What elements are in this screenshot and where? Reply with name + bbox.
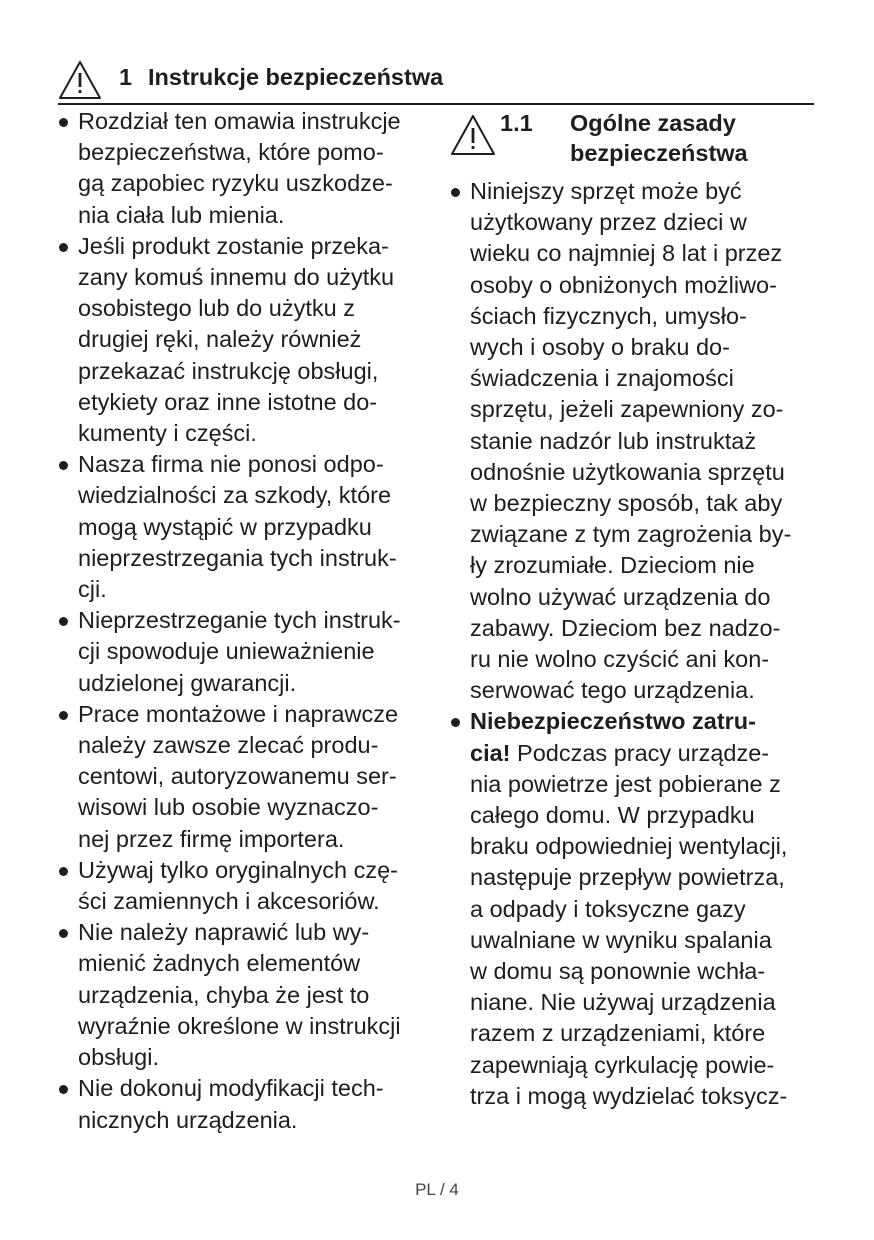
list-item [58,699,426,855]
chapter-number: 1 [119,64,133,90]
list-item-line: w bezpieczny sposób, tak aby [470,490,783,517]
list-item-line: niane. Nie używaj urządzenia [470,989,776,1016]
list-item-line: Nasza firma nie ponosi odpo- [78,451,384,478]
list-item-line: nicznych urządzenia. [78,1106,298,1133]
chapter-title: Instrukcje bezpieczeństwa [148,64,444,90]
bullet-dot [59,118,68,127]
right-bullet-list [450,176,814,1112]
list-item-line: Nieprzestrzeganie tych instruk- [78,607,401,634]
warning-triangle-icon [450,114,496,156]
list-item-line: ły zrozumiałe. Dzieciom nie [470,552,755,579]
list-item-line: Prace montażowe i naprawcze [78,700,399,727]
list-item-line: Używaj tylko oryginalnych czę- [78,856,398,883]
list-item-line: a odpady i toksyczne gazy [470,895,746,922]
list-item-line: następuje przepływ powietrza, [470,864,785,891]
page-number: PL / 4 [415,1180,459,1199]
list-item [450,176,814,706]
list-item-line: kumenty i części. [78,420,257,447]
list-item-line: centowi, autoryzowanemu ser- [78,763,397,790]
list-item-line [470,738,814,769]
list-item-line: etykiety oraz inne istotne do- [78,388,378,415]
left-bullet-list [58,106,426,1136]
list-item-line: nieprzestrzegania tych instruk- [78,544,397,571]
list-item-line: serwować tego urządzenia. [470,677,755,704]
list-item-line: razem z urządzeniami, które [470,1020,766,1047]
bullet-dot [59,461,68,470]
list-item-line: Nie dokonuj modyfikacji tech- [78,1075,384,1102]
section-header [450,106,814,176]
bullet-dot [451,188,460,197]
list-item-line: ru nie wolno czyścić ani kon- [470,646,770,673]
list-item [58,449,426,605]
list-item [58,605,426,699]
list-item-line: wyraźnie określone w instrukcji [78,1012,401,1039]
list-item-line: sprzętu, jeżeli zapewniony zo- [470,396,784,423]
list-item [58,917,426,1073]
list-item-line: mogą wystąpić w przypadku [78,513,372,540]
list-item-line: osoby o obniżonych możliwo- [470,271,777,298]
list-item-line [470,706,814,737]
list-item-line: trza i mogą wydzielać toksycz- [470,1082,788,1109]
list-item [58,855,426,917]
list-item-line: udzielonej gwarancji. [78,669,297,696]
list-item-line: osobistego lub do użytku z [78,295,355,322]
bullet-dot [59,867,68,876]
section-number: 1.1 [500,110,533,136]
list-item-line: Jeśli produkt zostanie przeka- [78,232,389,259]
right-column [450,106,814,1112]
list-item-line: ści zamiennych i akcesoriów. [78,888,380,915]
bullet-dot [59,1085,68,1094]
bullet-dot [59,617,68,626]
bullet-dot [59,711,68,720]
list-item-line: cji spowoduje unieważnienie [78,638,375,665]
section-title-line: bezpieczeństwa [570,140,748,166]
list-item-line: zany komuś innemu do użytku [78,264,395,291]
bullet-dot [59,929,68,938]
list-item-line: wolno używać urządzenia do [470,583,771,610]
header-divider [58,103,814,105]
list-item-line: Nie należy naprawić lub wy- [78,919,370,946]
list-item-line: zabawy. Dzieciom bez nadzo- [470,614,781,641]
list-item-line: nia powietrze jest pobierane z [470,770,781,797]
list-item-line: zapewniają cyrkulację powie- [470,1051,775,1078]
list-item-line: należy zawsze zlecać produ- [78,732,379,759]
list-item-line: Niniejszy sprzęt może być [470,178,742,204]
list-item-line: uwalniane w wyniku spalania [470,926,772,953]
list-item-line: użytkowany przez dzieci w [470,209,747,236]
list-item-line: urządzenia, chyba że jest to [78,981,370,1008]
section-title-line: Ogólne zasady [570,110,736,136]
list-item-line: w domu są ponownie wchła- [470,958,766,985]
list-item [58,231,426,449]
list-item-line: wych i osoby o braku do- [470,334,730,361]
warning-lead: Niebezpieczeństwo zatru- [470,708,756,735]
list-item [450,706,814,1112]
left-column [58,106,426,1136]
list-item-line: Rozdział ten omawia instrukcje [78,108,401,134]
list-item-line: mienić żadnych elementów [78,950,361,977]
list-item-line: nej przez firmę importera. [78,825,345,852]
list-item-text: Podczas pracy urządze- [510,739,770,766]
list-item-line: stanie nadzór lub instruktaż [470,427,757,454]
list-item [58,1073,426,1135]
chapter-header [58,60,814,102]
section-title [570,108,748,168]
list-item-line: drugiej ręki, należy również [78,326,362,353]
list-item-line: wisowi lub osobie wyznaczo- [78,794,379,821]
list-item-line: braku odpowiedniej wentylacji, [470,833,788,860]
list-item-line: świadczenia i znajomości [470,365,734,392]
list-item [58,106,426,231]
bullet-dot [59,243,68,252]
list-item-line: wieku co najmniej 8 lat i przez [470,240,783,267]
warning-lead: cia! [470,739,511,766]
list-item-line: gą zapobiec ryzyku uszkodze- [78,170,393,197]
list-item-line: przekazać instrukcję obsługi, [78,357,379,384]
bullet-dot [451,718,460,727]
list-item-line: ściach fizycznych, umysło- [470,302,747,329]
list-item-line: całego domu. W przypadku [470,802,755,829]
list-item-line: nia ciała lub mienia. [78,201,285,228]
warning-triangle-icon [58,60,102,100]
list-item-line: związane z tym zagrożenia by- [470,521,792,548]
list-item-line: odnośnie użytkowania sprzętu [470,458,785,485]
list-item-line: bezpieczeństwa, które pomo- [78,139,384,166]
list-item-line: obsługi. [78,1044,159,1071]
list-item-line: cji. [78,576,107,603]
list-item-line: wiedzialności za szkody, które [78,482,392,509]
